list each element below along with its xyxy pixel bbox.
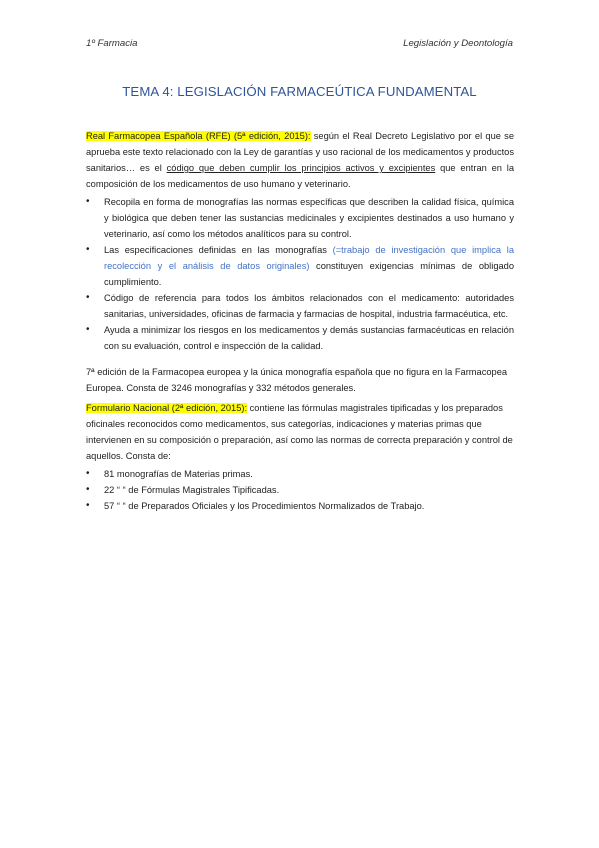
rfe-edition-paragraph: 7ª edición de la Farmacopea europea y la única monografía española que no figura en la Farmacopea Europea. Consta de 3246 monografías y 332 métodos generales.	[86, 367, 508, 393]
bullet-text: constituyen exigencias mínimas de obligado cumplimiento.	[104, 261, 514, 287]
list-item	[86, 290, 514, 322]
bullet-text: • Recopila en forma de monografías las normas específicas que describen la calidad física, química y biológica que deben tener las sustancias medicinales y excipientes destinados a uso humano y veterinario, así como los métodos analíticos para su control.	[104, 197, 514, 239]
section-rfe-text-a: según el Real Decreto Legislativo por el que se aprueba este texto relacionado con la Ley de garantías y uso racional de los medicamentos y productos sanitarios… es el	[86, 131, 514, 173]
header-course: 1º Farmacia	[86, 38, 138, 49]
list-item	[86, 466, 514, 482]
bullet-text: Las especificaciones definidas en las monografías	[104, 245, 333, 255]
page-title: TEMA 4: LEGISLACIÓN FARMACEÚTICA FUNDAMENTAL	[122, 84, 477, 99]
bullet-text: • Ayuda a minimizar los riesgos en los medicamentos y demás sustancias farmacéuticas en relación con su evaluación, control e inspección de la calidad.	[104, 325, 514, 351]
bullet-note-blue: (=trabajo de investigación que implica la recolección y el análisis de datos originales)	[104, 245, 514, 271]
section-rfe-paragraph	[86, 128, 514, 192]
section-rfe-label: Real Farmacopea Española (RFE) (5ª edición, 2015):	[86, 131, 311, 141]
section-rfe-text-b: que entran en la composición de los medicamentos de uso humano y veterinario.	[86, 163, 515, 189]
rfe-bullet-list	[86, 194, 514, 354]
section-fn-paragraph	[86, 400, 514, 464]
bullet-text: • 81 monografías de Materias primas.	[104, 469, 253, 479]
fn-bullet-list	[86, 466, 514, 514]
section-fn-text: contiene las fórmulas magistrales tipificadas y los preparados oficinales reconocidos como medicamentos, sus categorías, indicaciones y materias primas que intervienen en su composición o preparación, así como las normas de correcta preparación y control de aquellos. Consta de:	[86, 403, 513, 461]
list-item	[86, 322, 514, 354]
list-item	[86, 194, 514, 242]
bullet-text: • 57 “ “ de Preparados Oficiales y los Procedimientos Normalizados de Trabajo.	[104, 501, 425, 511]
bullet-text: • 22 “ “ de Fórmulas Magistrales Tipificadas.	[104, 485, 280, 495]
header-subject: Legislación y Deontología	[403, 38, 513, 49]
bullet-text: • Código de referencia para todos los ámbitos relacionados con el medicamento: autoridades sanitarias, universidades, oficinas de farmacia y farmacias de hospital, industria farmacéutica, etc.	[104, 293, 514, 319]
list-item	[86, 498, 514, 514]
list-item	[86, 242, 514, 290]
list-item	[86, 482, 514, 498]
section-rfe-underlined: código que deben cumplir los principios activos y excipientes	[166, 163, 436, 173]
section-fn-label: Formulario Nacional (2ª edición, 2015):	[86, 403, 248, 413]
